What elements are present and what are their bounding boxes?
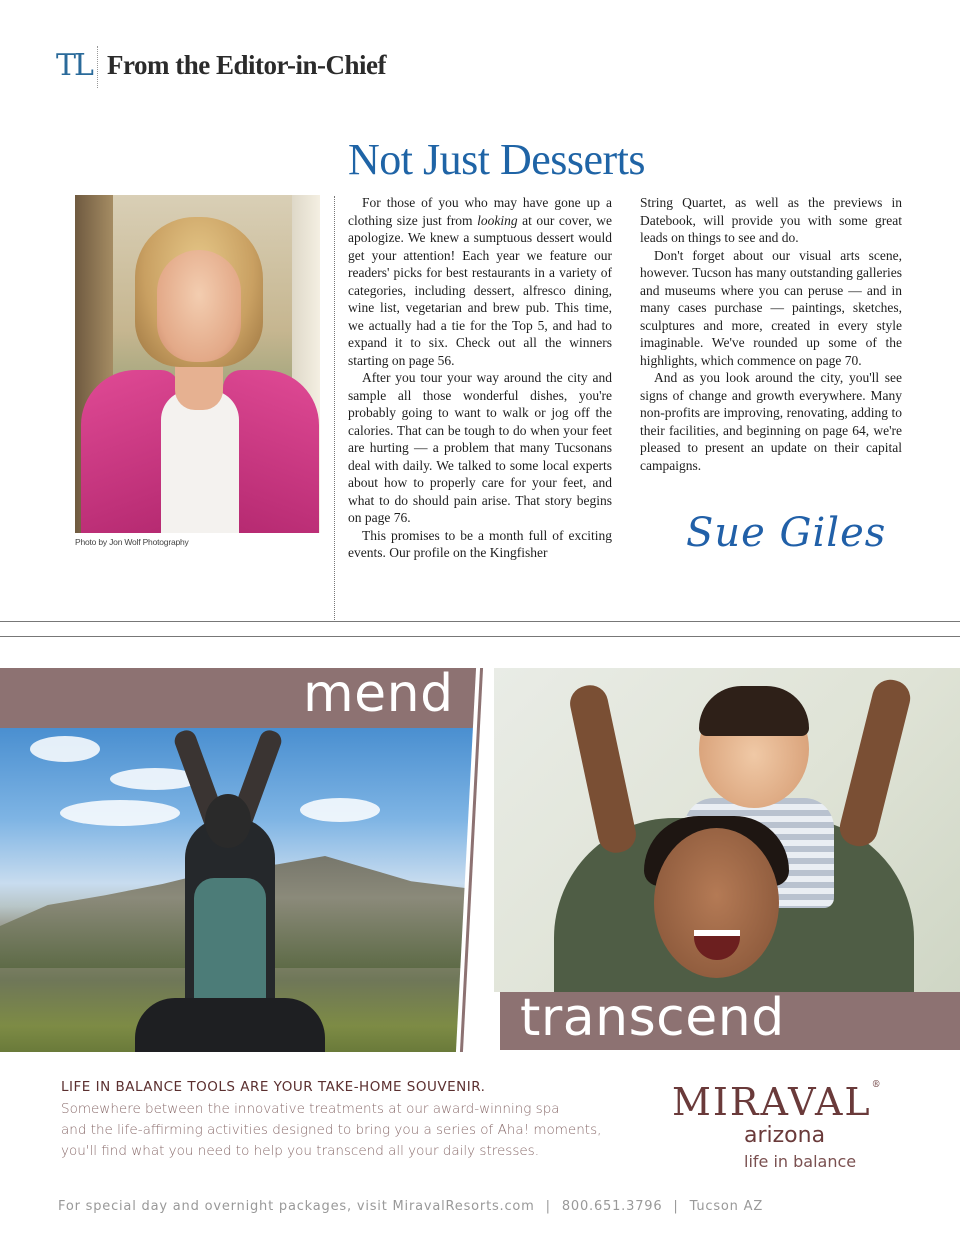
brand-location: arizona [744, 1123, 826, 1148]
editor-portrait-photo [75, 195, 320, 533]
photo-credit: Photo by Jon Wolf Photography [75, 537, 189, 547]
ad-body-line: Somewhere between the innovative treatments at our award-winning spa [61, 1101, 560, 1117]
paragraph: Don't forget about our visual arts scene, however. Tucson has many outstanding galleries and museums where you can peruse — and in many cases purchase — paintings, sketches, sculptures and more, created in every style imaginable. We've rounded up some of the highlights, which commence on page 70. [640, 247, 902, 368]
column-divider [334, 196, 335, 620]
paragraph: And as you look around the city, you'll see signs of change and growth everywhere. Many non-profits are improving, renovating, adding to their facilities, and beginning on page 64, we're pleased to present an update on their capital campaigns. [640, 370, 902, 473]
page-rule [0, 636, 960, 637]
brand-tagline: life in balance [744, 1152, 857, 1171]
yoga-photo [0, 728, 478, 1052]
article-column-2 [640, 194, 902, 474]
ad-word-transcend: transcend [520, 988, 785, 1048]
ad-headline: LIFE IN BALANCE TOOLS ARE YOUR TAKE-HOME SOUVENIR. [61, 1079, 486, 1095]
footer-phone: 800.651.3796 [561, 1199, 663, 1214]
article-column-1 [348, 194, 612, 562]
magazine-logo: TL [56, 48, 92, 83]
ad-body-line: and the life-affirming activities designed to bring you a series of Aha! moments, [61, 1122, 602, 1138]
mother-baby-photo [494, 668, 960, 992]
footer-text: For special day and overnight packages, visit MiravalResorts.com [58, 1199, 535, 1214]
paragraph: String Quartet, as well as the previews in Datebook, will provide you with some great leads on things to see and do. [640, 195, 902, 245]
ad-body [61, 1099, 621, 1162]
header-divider [97, 46, 98, 88]
brand-logo: MIRAVAL® [672, 1080, 883, 1124]
paragraph: For those of you who may have gone up a clothing size just from looking at our cover, we apologize. We knew a sumptuous dessert would get your attention! Each year we feature our readers' picks for best restaurants in a variety of categories, including dessert, alfresco dining, wine list, vegetarian and brew pub. This time, we actually had a tie for the Top 5, and had to expand it to six. Check out all the winners starting on page 56. [348, 195, 612, 368]
ad-body-line: you'll find what you need to help you transcend all your daily stresses. [61, 1143, 539, 1159]
editor-signature: Sue Giles [686, 510, 887, 556]
page-rule [0, 621, 960, 622]
footer-city: Tucson AZ [689, 1199, 764, 1214]
ad-footer: For special day and overnight packages, visit MiravalResorts.com | 800.651.3796 | Tucson AZ [58, 1199, 764, 1214]
paragraph: After you tour your way around the city and sample all those wonderful dishes, you're probably going to want to walk or jog off the calories. That can be tough to do when your feet are hurting — a problem that many Tucsonans deal with daily. We talked to some local experts about how to properly care for your feet, and what to do should pain arise. That story begins on page 76. [348, 370, 612, 525]
ad-word-mend: mend [303, 664, 454, 724]
section-title: From the Editor-in-Chief [107, 50, 386, 80]
article-headline: Not Just Desserts [348, 135, 646, 184]
paragraph: This promises to be a month full of exciting events. Our profile on the Kingfisher [348, 527, 612, 560]
